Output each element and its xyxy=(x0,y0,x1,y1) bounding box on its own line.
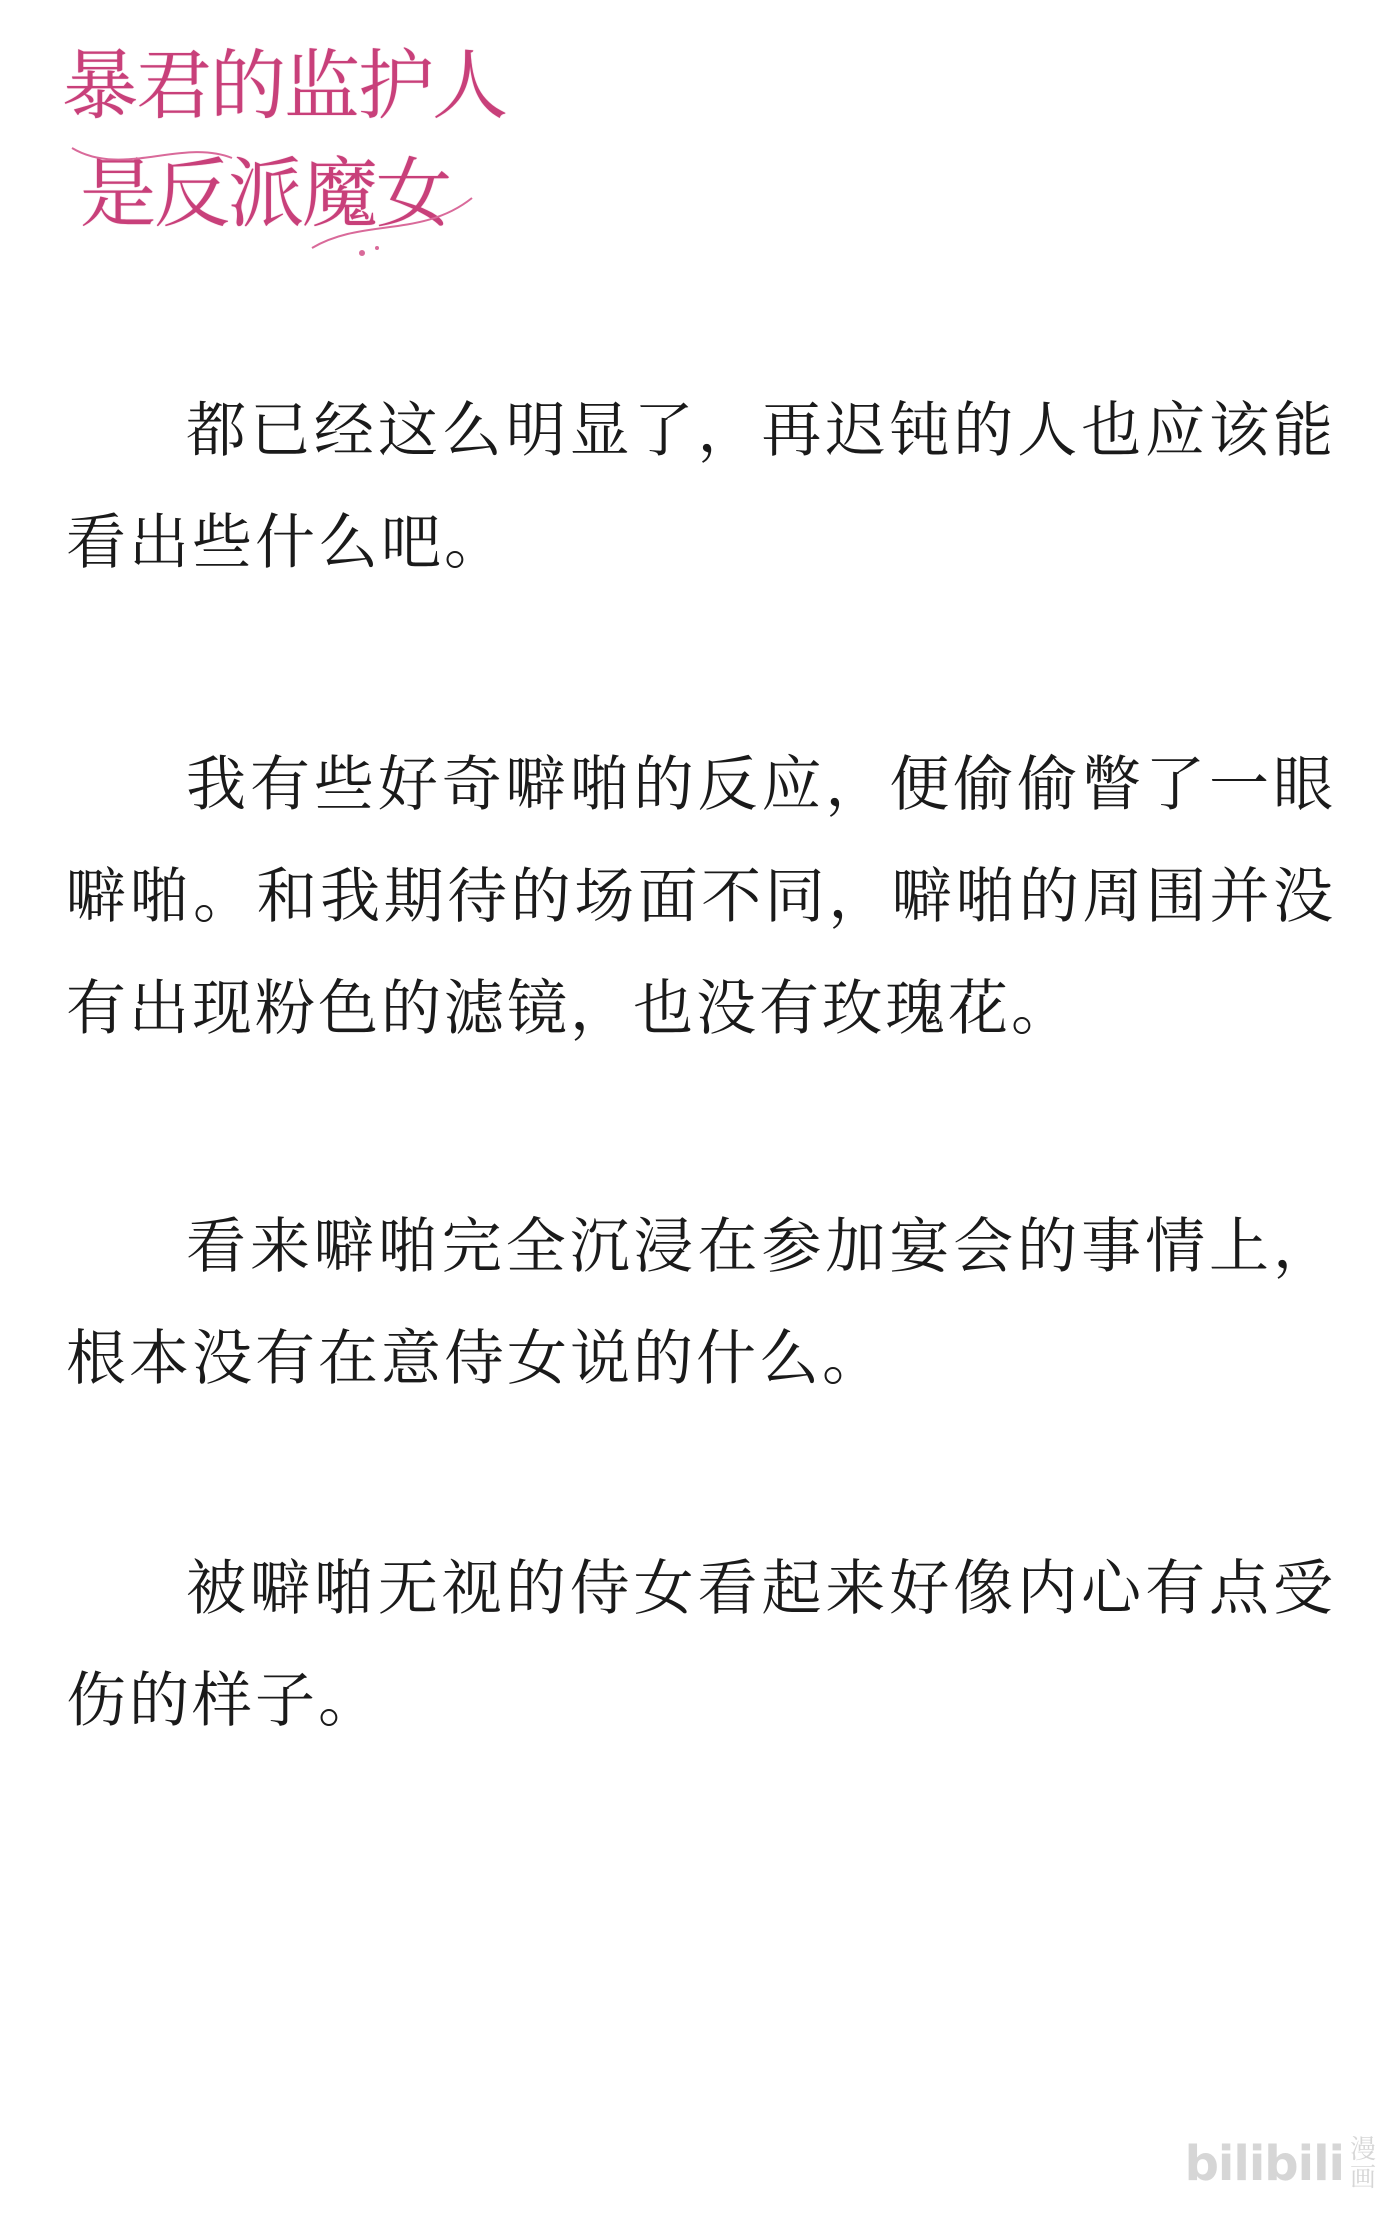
watermark-brand: bilibili xyxy=(1184,2136,1344,2192)
text-content xyxy=(66,375,1336,1757)
logo-title-line-1: 暴君的监护人 xyxy=(62,41,506,130)
comic-title-logo xyxy=(62,41,506,258)
paragraph-3: 看来噼啪完全沉浸在参加宴会的事情上，根本没有在意侍女说的什么。 xyxy=(66,1212,1336,1394)
paragraph-4: 被噼啪无视的侍女看起来好像内心有点受伤的样子。 xyxy=(66,1554,1336,1736)
paragraph-1: 都已经这么明显了，再迟钝的人也应该能看出些什么吧。 xyxy=(66,396,1336,578)
bilibili-watermark xyxy=(1185,2136,1378,2192)
logo-title-line-2: 是反派魔女 xyxy=(80,149,450,238)
watermark-sub: 漫画 xyxy=(1350,2135,1377,2193)
paragraph-2: 我有些好奇噼啪的反应，便偷偷瞥了一眼噼啪。和我期待的场面不同，噼啪的周围并没有出现粉色的滤镜，也没有玫瑰花。 xyxy=(66,750,1336,1044)
